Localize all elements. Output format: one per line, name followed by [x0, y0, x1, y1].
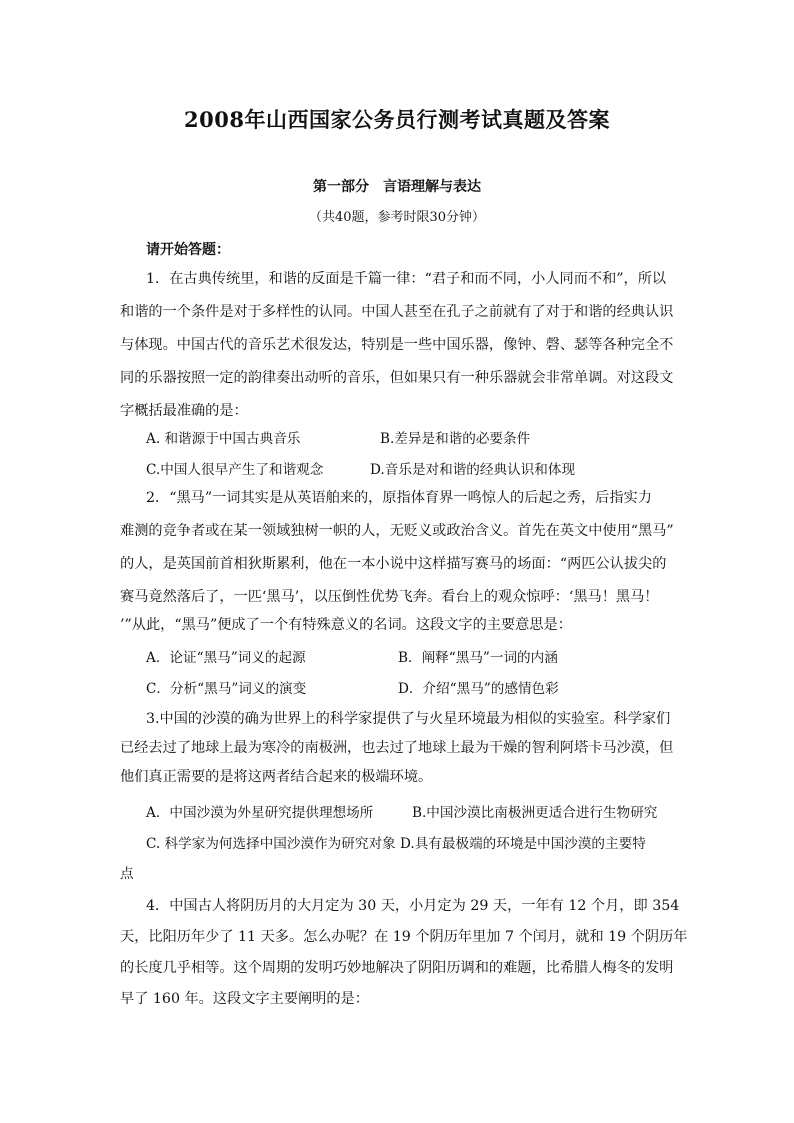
q4-line: 早了 160 年。这段文字主要阐明的是：	[120, 991, 369, 1007]
q1-option-c: C.中国人很早产生了和谐观念	[146, 462, 324, 478]
q1-line: 和谐的一个条件是对于多样性的认同。中国人甚至在孔子之前就有了对于和谐的经典认识	[120, 304, 674, 320]
q3-option-a: A．中国沙漠为外星研究提供理想场所	[146, 805, 374, 821]
q4-line: 天，比阳历年少了 11 天多。怎么办呢？在 19 个阴历年里加 7 个闰月，就和 19 个阴历年	[120, 929, 688, 945]
q4-line: 4．中国古人将阴历月的大月定为 30 天，小月定为 29 天，一年有 12 个月，即 354	[146, 898, 680, 914]
page-title: 2008年山西国家公务员行测考试真题及答案	[184, 107, 610, 132]
q3-option-cd: C. 科学家为何选择中国沙漠作为研究对象 D.具有最极端的环境是中国沙漠的主要特	[146, 836, 646, 852]
q2-line: 难测的竞争者或在某一领域独树一帜的人，无贬义或政治含义。首先在英文中使用“黑马”	[120, 523, 674, 539]
q3-line: 已经去过了地球上最为寒冷的南极洲，也去过了地球上最为干燥的智利阿塔卡马沙漠，但	[120, 740, 674, 756]
section-heading: 第一部分 言语理解与表达	[313, 179, 481, 195]
q4-line: 的长度几乎相等。这个周期的发明巧妙地解决了阴阳历调和的难题，比希腊人梅冬的发明	[120, 960, 674, 976]
q2-line: 的人，是英国前首相狄斯累利，他在一本小说中这样描写赛马的场面：“两匹公认拔尖的	[120, 556, 667, 572]
q1-line: 与体现。中国古代的音乐艺术很发达，特别是一些中国乐器，像钟、磬、瑟等各种完全不	[120, 337, 674, 353]
q1-line: 1．在古典传统里，和谐的反面是千篇一律：“君子和而不同，小人同而不和”，所以	[146, 271, 667, 287]
q1-option-d: D.音乐是对和谐的经典认识和体现	[370, 462, 576, 478]
q2-line: 赛马竟然落后了，一匹‘黑马’，以压倒性优势飞奔。看台上的观众惊呼：‘黑马！黑马！	[120, 589, 659, 605]
q2-option-b: B．阐释“黑马”一词的内涵	[398, 650, 558, 666]
q1-option-a: A. 和谐源于中国古典音乐	[146, 431, 301, 447]
section-subtitle: （共40题，参考时限30分钟）	[308, 210, 486, 225]
q3-option-b: B.中国沙漠比南极洲更适合进行生物研究	[412, 805, 658, 821]
q3-option-cd-continued: 点	[120, 866, 134, 882]
q2-option-d: D．介绍“黑马”的感情色彩	[398, 681, 559, 697]
q1-line: 字概括最准确的是：	[120, 403, 248, 419]
q3-line: 他们真正需要的是将这两者结合起来的极端环境。	[120, 769, 433, 785]
q1-option-b: B.差异是和谐的必要条件	[380, 431, 531, 447]
q2-option-a: A．论证“黑马”词义的起源	[146, 650, 306, 666]
q1-line: 同的乐器按照一定的韵律奏出动听的音乐，但如果只有一种乐器就会非常单调。对这段文	[120, 370, 674, 386]
q2-line: ’”从此，“黑马”便成了一个有特殊意义的名词。这段文字的主要意思是：	[120, 617, 572, 633]
q2-option-c: C．分析“黑马”词义的演变	[146, 681, 307, 697]
start-label: 请开始答题：	[146, 242, 230, 258]
q3-line: 3.中国的沙漠的确为世界上的科学家提供了与火星环境最为相似的实验室。科学家们	[146, 711, 671, 727]
q2-line: 2．“黑马”一词其实是从英语舶来的，原指体育界一鸣惊人的后起之秀，后指实力	[146, 490, 652, 506]
